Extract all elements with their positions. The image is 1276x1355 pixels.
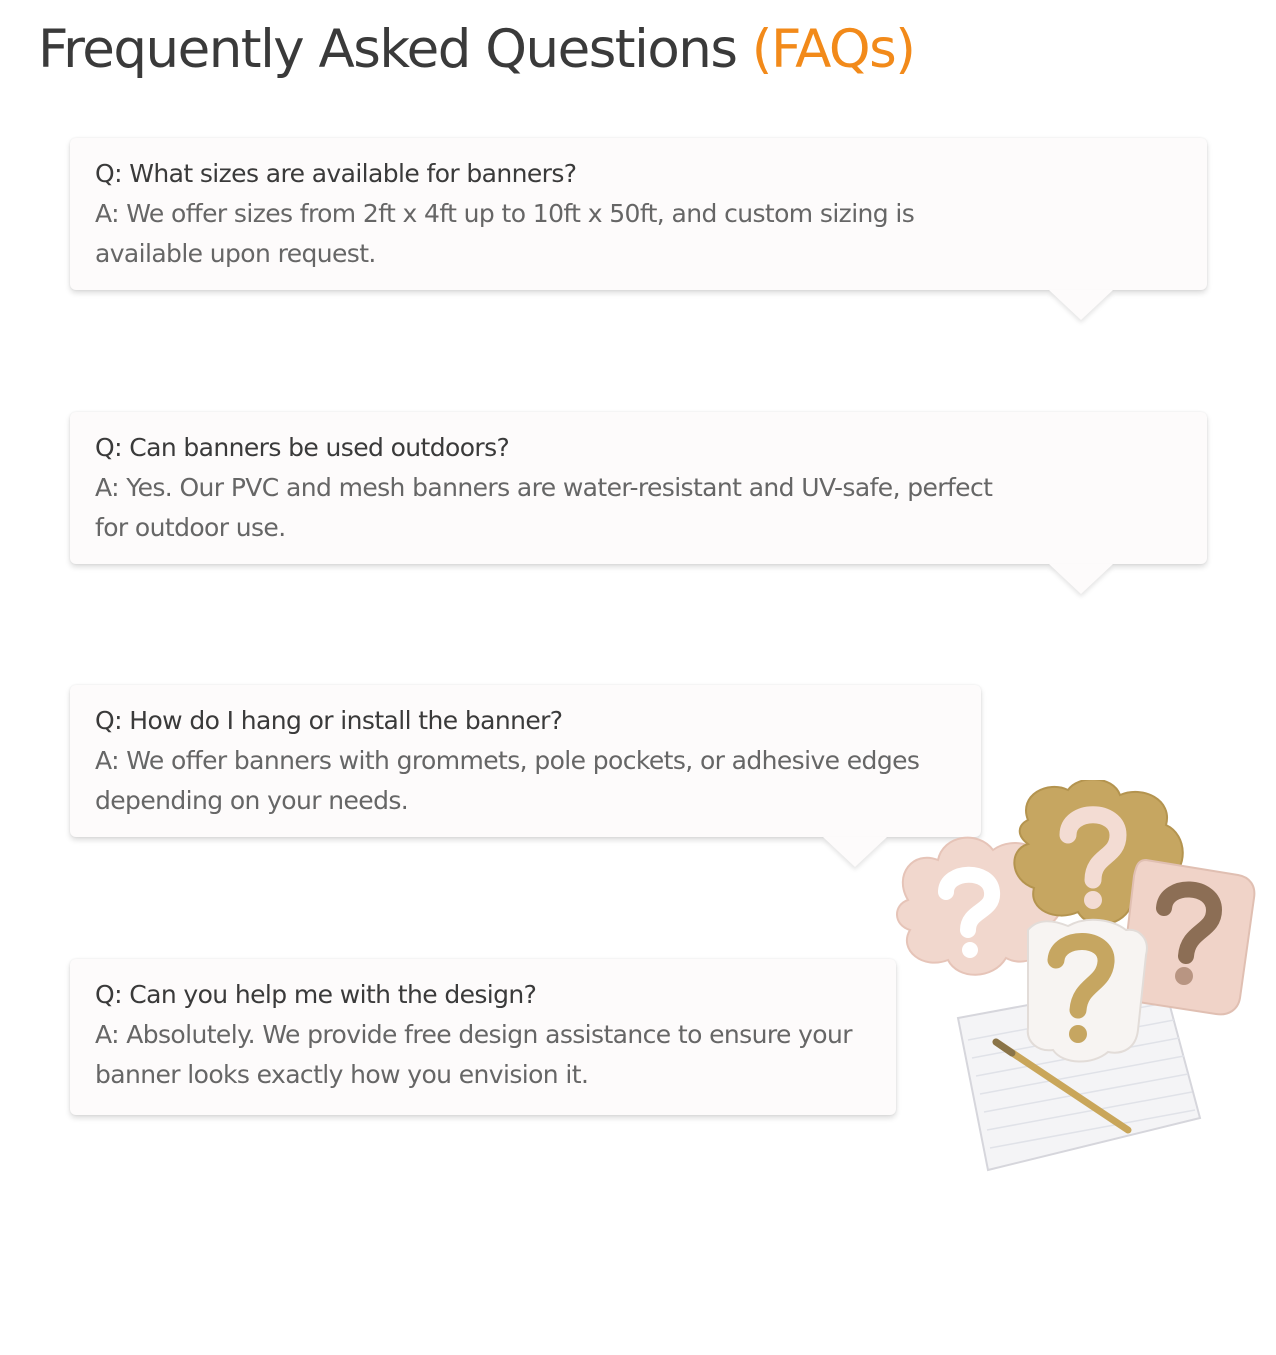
page-title-main: Frequently Asked Questions — [38, 19, 752, 80]
question-mark-bubbles-illustration — [888, 780, 1268, 1180]
faq-card-install — [70, 685, 981, 837]
faq-answer: A: We offer banners with grommets, pole pockets, or adhesive edges depending on your needs. — [95, 746, 920, 815]
faq-question: Q: Can banners be used outdoors? — [95, 433, 510, 462]
page-title-accent: (FAQs) — [751, 19, 915, 80]
white-question-bubble-icon — [1028, 920, 1147, 1062]
faq-answer: A: Absolutely. We provide free design assistance to ensure your banner looks exactly how you envision it. — [95, 1020, 852, 1089]
faq-question: Q: Can you help me with the design? — [95, 980, 537, 1009]
faq-card-design — [70, 959, 896, 1115]
faq-answer: A: Yes. Our PVC and mesh banners are water-resistant and UV-safe, perfect for outdoor use. — [95, 473, 993, 542]
faq-question: Q: How do I hang or install the banner? — [95, 706, 563, 735]
faq-card-sizes — [70, 138, 1207, 290]
faq-question: Q: What sizes are available for banners? — [95, 159, 577, 188]
faq-card-outdoors — [70, 412, 1207, 564]
page-title — [38, 14, 914, 86]
faq-answer: A: We offer sizes from 2ft x 4ft up to 10ft x 50ft, and custom sizing is available upon request. — [95, 199, 915, 268]
